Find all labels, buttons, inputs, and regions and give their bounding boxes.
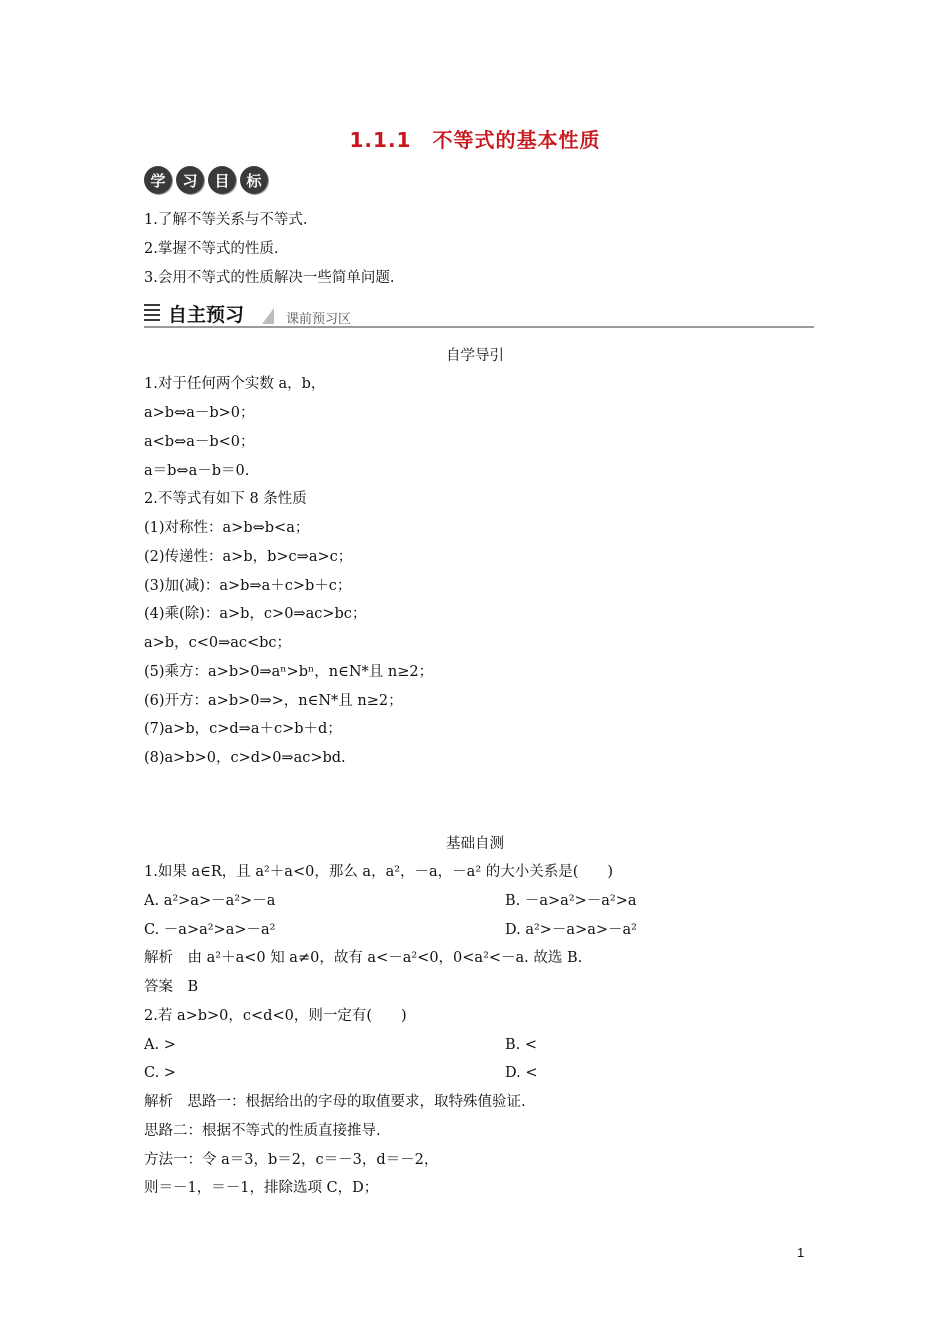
- analysis-text: 思路二：根据不等式的性质直接推导.: [144, 1123, 381, 1139]
- guide-line: a>b⇔a－b>0；: [144, 405, 255, 421]
- banner-rule: [144, 326, 814, 328]
- badge-char: 学: [144, 166, 172, 194]
- analysis-text: 则＝－1，＝－1，排除选项 C，D；: [144, 1180, 379, 1196]
- learning-objectives-badge: [144, 166, 272, 194]
- guide-line: (4)乘(除)：a>b，c>0⇒ac>bc；: [144, 606, 367, 622]
- guide-line: 1.对于任何两个实数 a，b，: [144, 376, 326, 392]
- guide-line: (5)乘方：a>b>0⇒aⁿ>bⁿ，n∈N*且 n≥2；: [144, 664, 434, 680]
- option-a: A. a²>a>－a²>－a: [144, 893, 276, 909]
- option-d: D. a²>－a>a>－a²: [505, 922, 637, 938]
- guide-line: (2)传递性：a>b，b>c⇒a>c；: [144, 549, 353, 565]
- option-c: C. －a>a²>a>－a²: [144, 922, 276, 938]
- badge-char: 习: [176, 166, 204, 194]
- guide-line: (7)a>b，c>d⇒a＋c>b＋d；: [144, 721, 342, 737]
- badge-char: 标: [240, 166, 268, 194]
- guide-line: 2.不等式有如下 8 条性质: [144, 491, 307, 507]
- analysis-text: 方法一：令 a＝3，b＝2，c＝－3，d＝－2，: [144, 1152, 439, 1168]
- badge-char: 目: [208, 166, 236, 194]
- banner-title: 自主预习: [168, 304, 245, 326]
- guide-line: (1)对称性：a>b⇔b<a；: [144, 520, 310, 536]
- page-title: 1.1.1 不等式的基本性质: [349, 128, 601, 152]
- objective-item: 2.掌握不等式的性质.: [144, 241, 279, 257]
- stripes-icon: [144, 304, 160, 322]
- answer-text: 答案 B: [144, 979, 199, 995]
- triangle-icon: [262, 308, 274, 324]
- question-stem: 1.如果 a∈R，且 a²＋a<0，那么 a，a²，－a，－a² 的大小关系是( ): [144, 864, 614, 880]
- section-heading: 自学导引: [446, 348, 504, 364]
- guide-line: (6)开方：a>b>0⇒>，n∈N*且 n≥2；: [144, 693, 403, 709]
- objective-item: 3.会用不等式的性质解决一些简单问题.: [144, 270, 395, 286]
- guide-line: (8)a>b>0，c>d>0⇒ac>bd.: [144, 750, 346, 766]
- guide-line: a>b，c<0⇒ac<bc；: [144, 635, 292, 651]
- option-b: B. －a>a²>－a²>a: [505, 893, 637, 909]
- guide-line: a＝b⇔a－b＝0.: [144, 463, 250, 479]
- analysis-text: 解析 思路一：根据给出的字母的取值要求，取特殊值验证.: [144, 1094, 526, 1110]
- guide-line: (3)加(减)：a>b⇒a＋c>b＋c；: [144, 578, 352, 594]
- option-a: A. >: [144, 1037, 176, 1053]
- page-number: 1: [797, 1245, 805, 1260]
- banner-subtitle: 课前预习区: [286, 312, 352, 327]
- option-d: D. <: [505, 1065, 538, 1081]
- objective-item: 1.了解不等关系与不等式.: [144, 212, 308, 228]
- section-heading: 基础自测: [446, 836, 504, 852]
- option-b: B. <: [505, 1037, 538, 1053]
- section-banner: [144, 300, 814, 330]
- option-c: C. >: [144, 1065, 176, 1081]
- analysis-text: 解析 由 a²＋a<0 知 a≠0，故有 a<－a²<0，0<a²<－a. 故选 B.: [144, 950, 583, 966]
- guide-line: a<b⇔a－b<0；: [144, 434, 255, 450]
- question-stem: 2.若 a>b>0，c<d<0，则一定有( ): [144, 1008, 407, 1024]
